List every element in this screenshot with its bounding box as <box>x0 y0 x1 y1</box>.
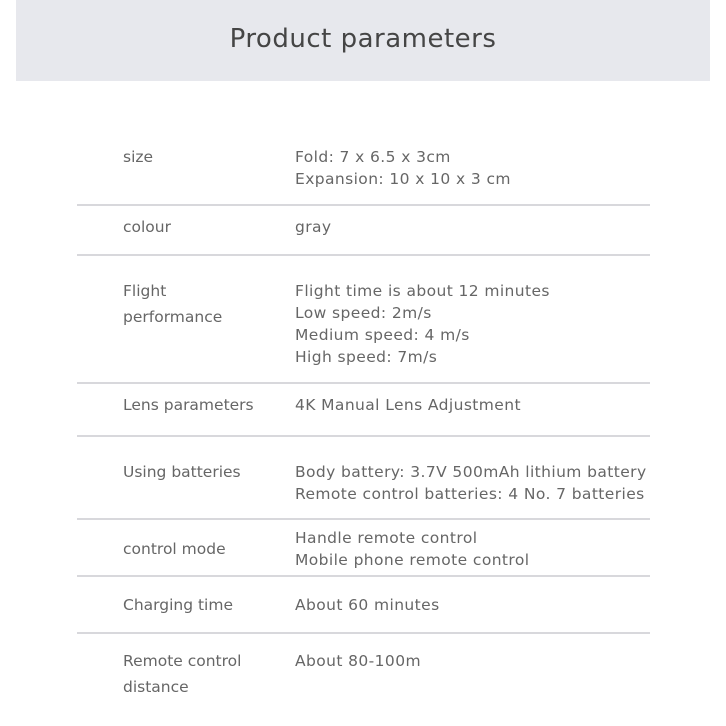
value-line: High speed: 7m/s <box>295 348 438 366</box>
label-line: colour <box>123 218 171 236</box>
value-line: Flight time is about 12 minutes <box>295 282 550 300</box>
row-label <box>123 214 171 240</box>
divider <box>77 382 650 384</box>
label-line: size <box>123 148 154 166</box>
value-line: About 60 minutes <box>295 596 440 614</box>
label-line: Lens parameters <box>123 396 254 414</box>
divider <box>77 254 650 256</box>
row-value <box>295 146 511 190</box>
divider <box>77 204 650 206</box>
value-line: Low speed: 2m/s <box>295 304 432 322</box>
row-value <box>295 280 550 368</box>
value-line: Fold: 7 x 6.5 x 3cm <box>295 148 451 166</box>
value-line: Body battery: 3.7V 500mAh lithium battery <box>295 463 647 481</box>
label-line: distance <box>123 678 189 696</box>
row-label <box>123 536 226 562</box>
row-value <box>295 594 440 616</box>
divider <box>77 632 650 634</box>
row-value <box>295 461 647 505</box>
label-line: Using batteries <box>123 463 241 481</box>
row-value <box>295 650 421 672</box>
header-band <box>16 0 710 81</box>
row-value <box>295 394 521 416</box>
row-label <box>123 278 222 330</box>
divider <box>77 575 650 577</box>
value-line: Handle remote control <box>295 529 478 547</box>
value-line: Expansion: 10 x 10 x 3 cm <box>295 170 511 188</box>
row-label <box>123 459 241 485</box>
row-value <box>295 527 529 571</box>
divider <box>77 435 650 437</box>
value-line: gray <box>295 218 332 236</box>
label-line: Charging time <box>123 596 233 614</box>
row-label <box>123 392 254 418</box>
label-line: control mode <box>123 540 226 558</box>
value-line: 4K Manual Lens Adjustment <box>295 396 521 414</box>
row-label <box>123 144 153 170</box>
value-line: About 80-100m <box>295 652 421 670</box>
value-line: Medium speed: 4 m/s <box>295 326 470 344</box>
divider <box>77 518 650 520</box>
row-label <box>123 592 233 618</box>
label-line: Flight <box>123 282 167 300</box>
page-title: Product parameters <box>229 24 497 54</box>
label-line: Remote control <box>123 652 242 670</box>
label-line: performance <box>123 308 223 326</box>
row-value <box>295 216 331 238</box>
value-line: Mobile phone remote control <box>295 551 530 569</box>
row-label <box>123 648 241 700</box>
value-line: Remote control batteries: 4 No. 7 batteries <box>295 485 645 503</box>
